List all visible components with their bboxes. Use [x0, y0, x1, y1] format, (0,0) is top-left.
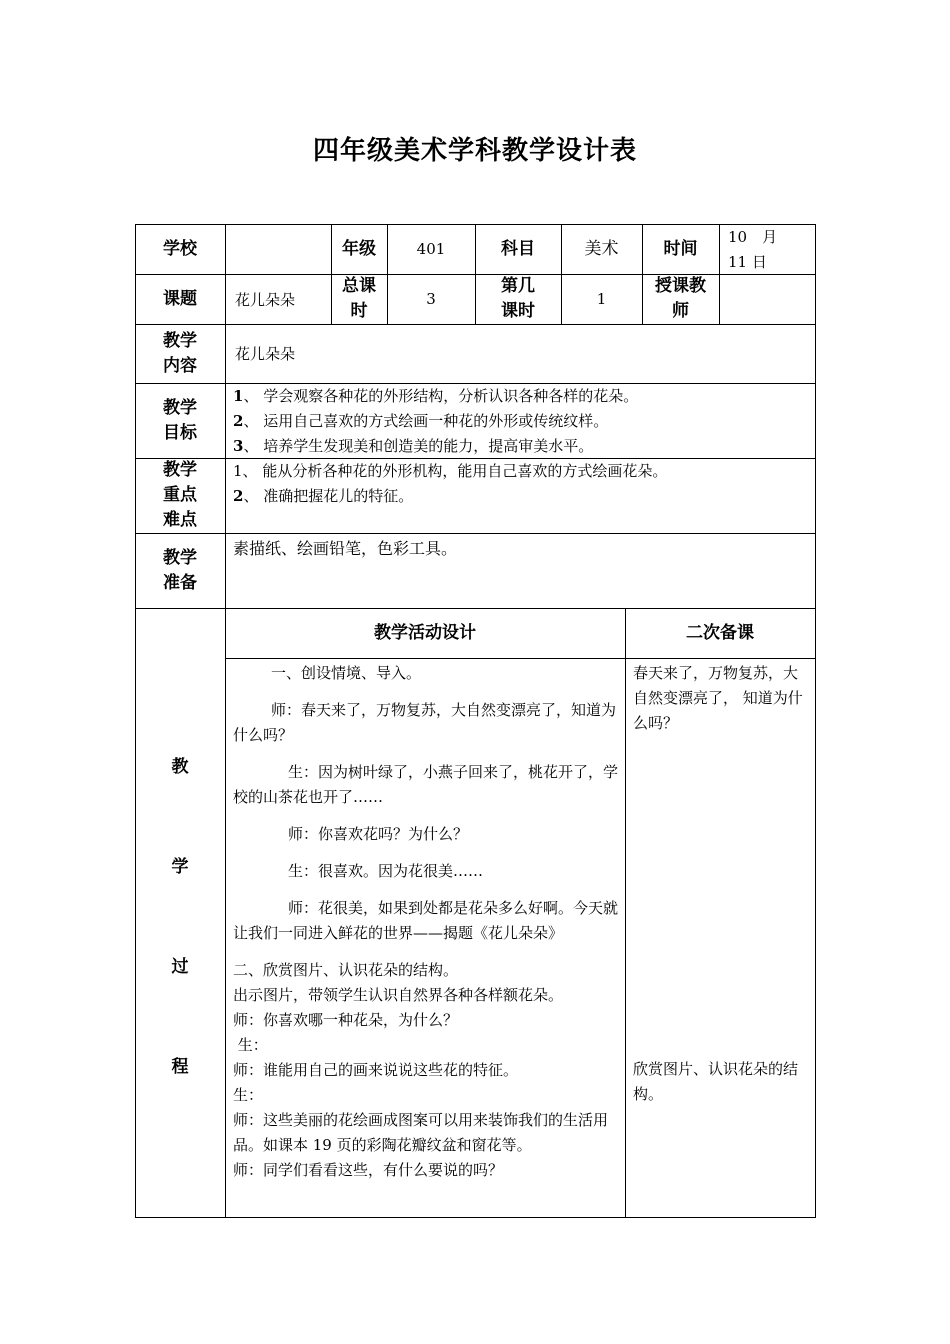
- teacher-label: 授课教师: [655, 276, 706, 321]
- rule: [815, 224, 816, 1218]
- subject-label: 科目: [501, 238, 535, 259]
- activity-design-header: 教学活动设计: [374, 622, 476, 643]
- rule: [135, 533, 816, 534]
- activity-line: 二、欣赏图片、认识花朵的结构。: [233, 961, 459, 979]
- rule: [225, 658, 816, 659]
- process-char: 教: [171, 757, 189, 777]
- activity-line: 生：: [233, 1036, 268, 1054]
- goal-item: 2、 运用自己喜欢的方式绘画一种花的外形或传统纹样。: [233, 412, 609, 430]
- process-char: 学: [171, 857, 189, 877]
- teacher-value: [719, 274, 815, 324]
- activity-paragraph: 师：你喜欢花吗？为什么？: [288, 825, 469, 843]
- process-char: 过: [171, 957, 189, 977]
- activity-line: 师：同学们看看这些，有什么要说的吗？: [233, 1161, 504, 1179]
- grade-value: 401: [416, 240, 446, 258]
- rule: [135, 1217, 816, 1218]
- lesson-number-value: 1: [596, 290, 607, 308]
- revision-header: 二次备课: [686, 622, 754, 643]
- topic-label: 课题: [163, 288, 197, 309]
- goals-label: 教学目标: [163, 397, 197, 443]
- goal-item: 3、 培养学生发现美和创造美的能力，提高审美水平。: [233, 437, 594, 455]
- total-hours-label: 总课时: [342, 276, 376, 321]
- prep-label: 教学准备: [163, 547, 197, 593]
- goals-list: [225, 384, 815, 458]
- goal-item: 1、 学会观察各种花的外形结构，分析认识各种各样的花朵。: [233, 387, 639, 405]
- time-label: 时间: [663, 238, 698, 259]
- key-points-list: [225, 459, 815, 533]
- revision-note: 欣赏图片、认识花朵的结构。: [633, 1060, 799, 1103]
- activity-line: 师：谁能用自己的画来说说这些花的特征。: [233, 1061, 519, 1079]
- lesson-number-label: 第几课时: [501, 276, 535, 321]
- process-char: 程: [171, 1057, 189, 1077]
- school-label: 学校: [163, 238, 197, 259]
- revision-note: 春天来了，万物复苏，大自然变漂亮了， 知道为什么吗？: [633, 664, 803, 732]
- time-value: 10 月 11 日: [728, 228, 793, 271]
- grade-label: 年级: [342, 238, 376, 259]
- subject-value: 美术: [584, 238, 619, 259]
- key-point-item: 1、 能从分析各种花的外形机构，能用自己喜欢的方式绘画花朵。: [233, 462, 668, 480]
- document-title: 四年级美术学科教学设计表: [312, 136, 637, 166]
- activity-content: [225, 661, 625, 1215]
- activity-paragraph: 生：因为树叶绿了，小燕子回来了，桃花开了，学校的山茶花也开了……: [233, 763, 619, 806]
- total-hours-value: 3: [426, 290, 436, 308]
- activity-paragraph: 生：很喜欢。因为花很美……: [288, 862, 484, 880]
- key-points-label: 教学重点难点: [163, 460, 197, 530]
- activity-line: 师：这些美丽的花绘画成图案可以用来装饰我们的生活用品。如课本 19 页的彩陶花瓣纹盆和窗花等。: [233, 1111, 609, 1154]
- key-point-item: 2、 准确把握花儿的特征。: [233, 487, 414, 505]
- content-value: 花儿朵朵: [235, 345, 296, 363]
- lesson-plan-table: [135, 224, 816, 1218]
- activity-paragraph: 师：花很美，如果到处都是花朵多么好啊。今天就让我们一同进入鲜花的世界——揭题《花儿朵朵》: [233, 899, 619, 942]
- activity-paragraph: 一、创设情境、导入。: [271, 664, 422, 682]
- activity-line: 师：你喜欢哪一种花朵，为什么？: [233, 1011, 459, 1029]
- activity-line: 生：: [233, 1086, 264, 1104]
- school-value: [225, 224, 331, 274]
- activity-paragraph: 师：春天来了，万物复苏，大自然变漂亮了，知道为什么吗？: [233, 701, 617, 744]
- prep-value: 素描纸、绘画铅笔，色彩工具。: [233, 539, 458, 558]
- activity-line: 出示图片，带领学生认识自然界各种各样额花朵。: [233, 986, 564, 1004]
- content-label: 教学内容: [163, 330, 197, 376]
- topic-value: 花儿朵朵: [235, 290, 296, 309]
